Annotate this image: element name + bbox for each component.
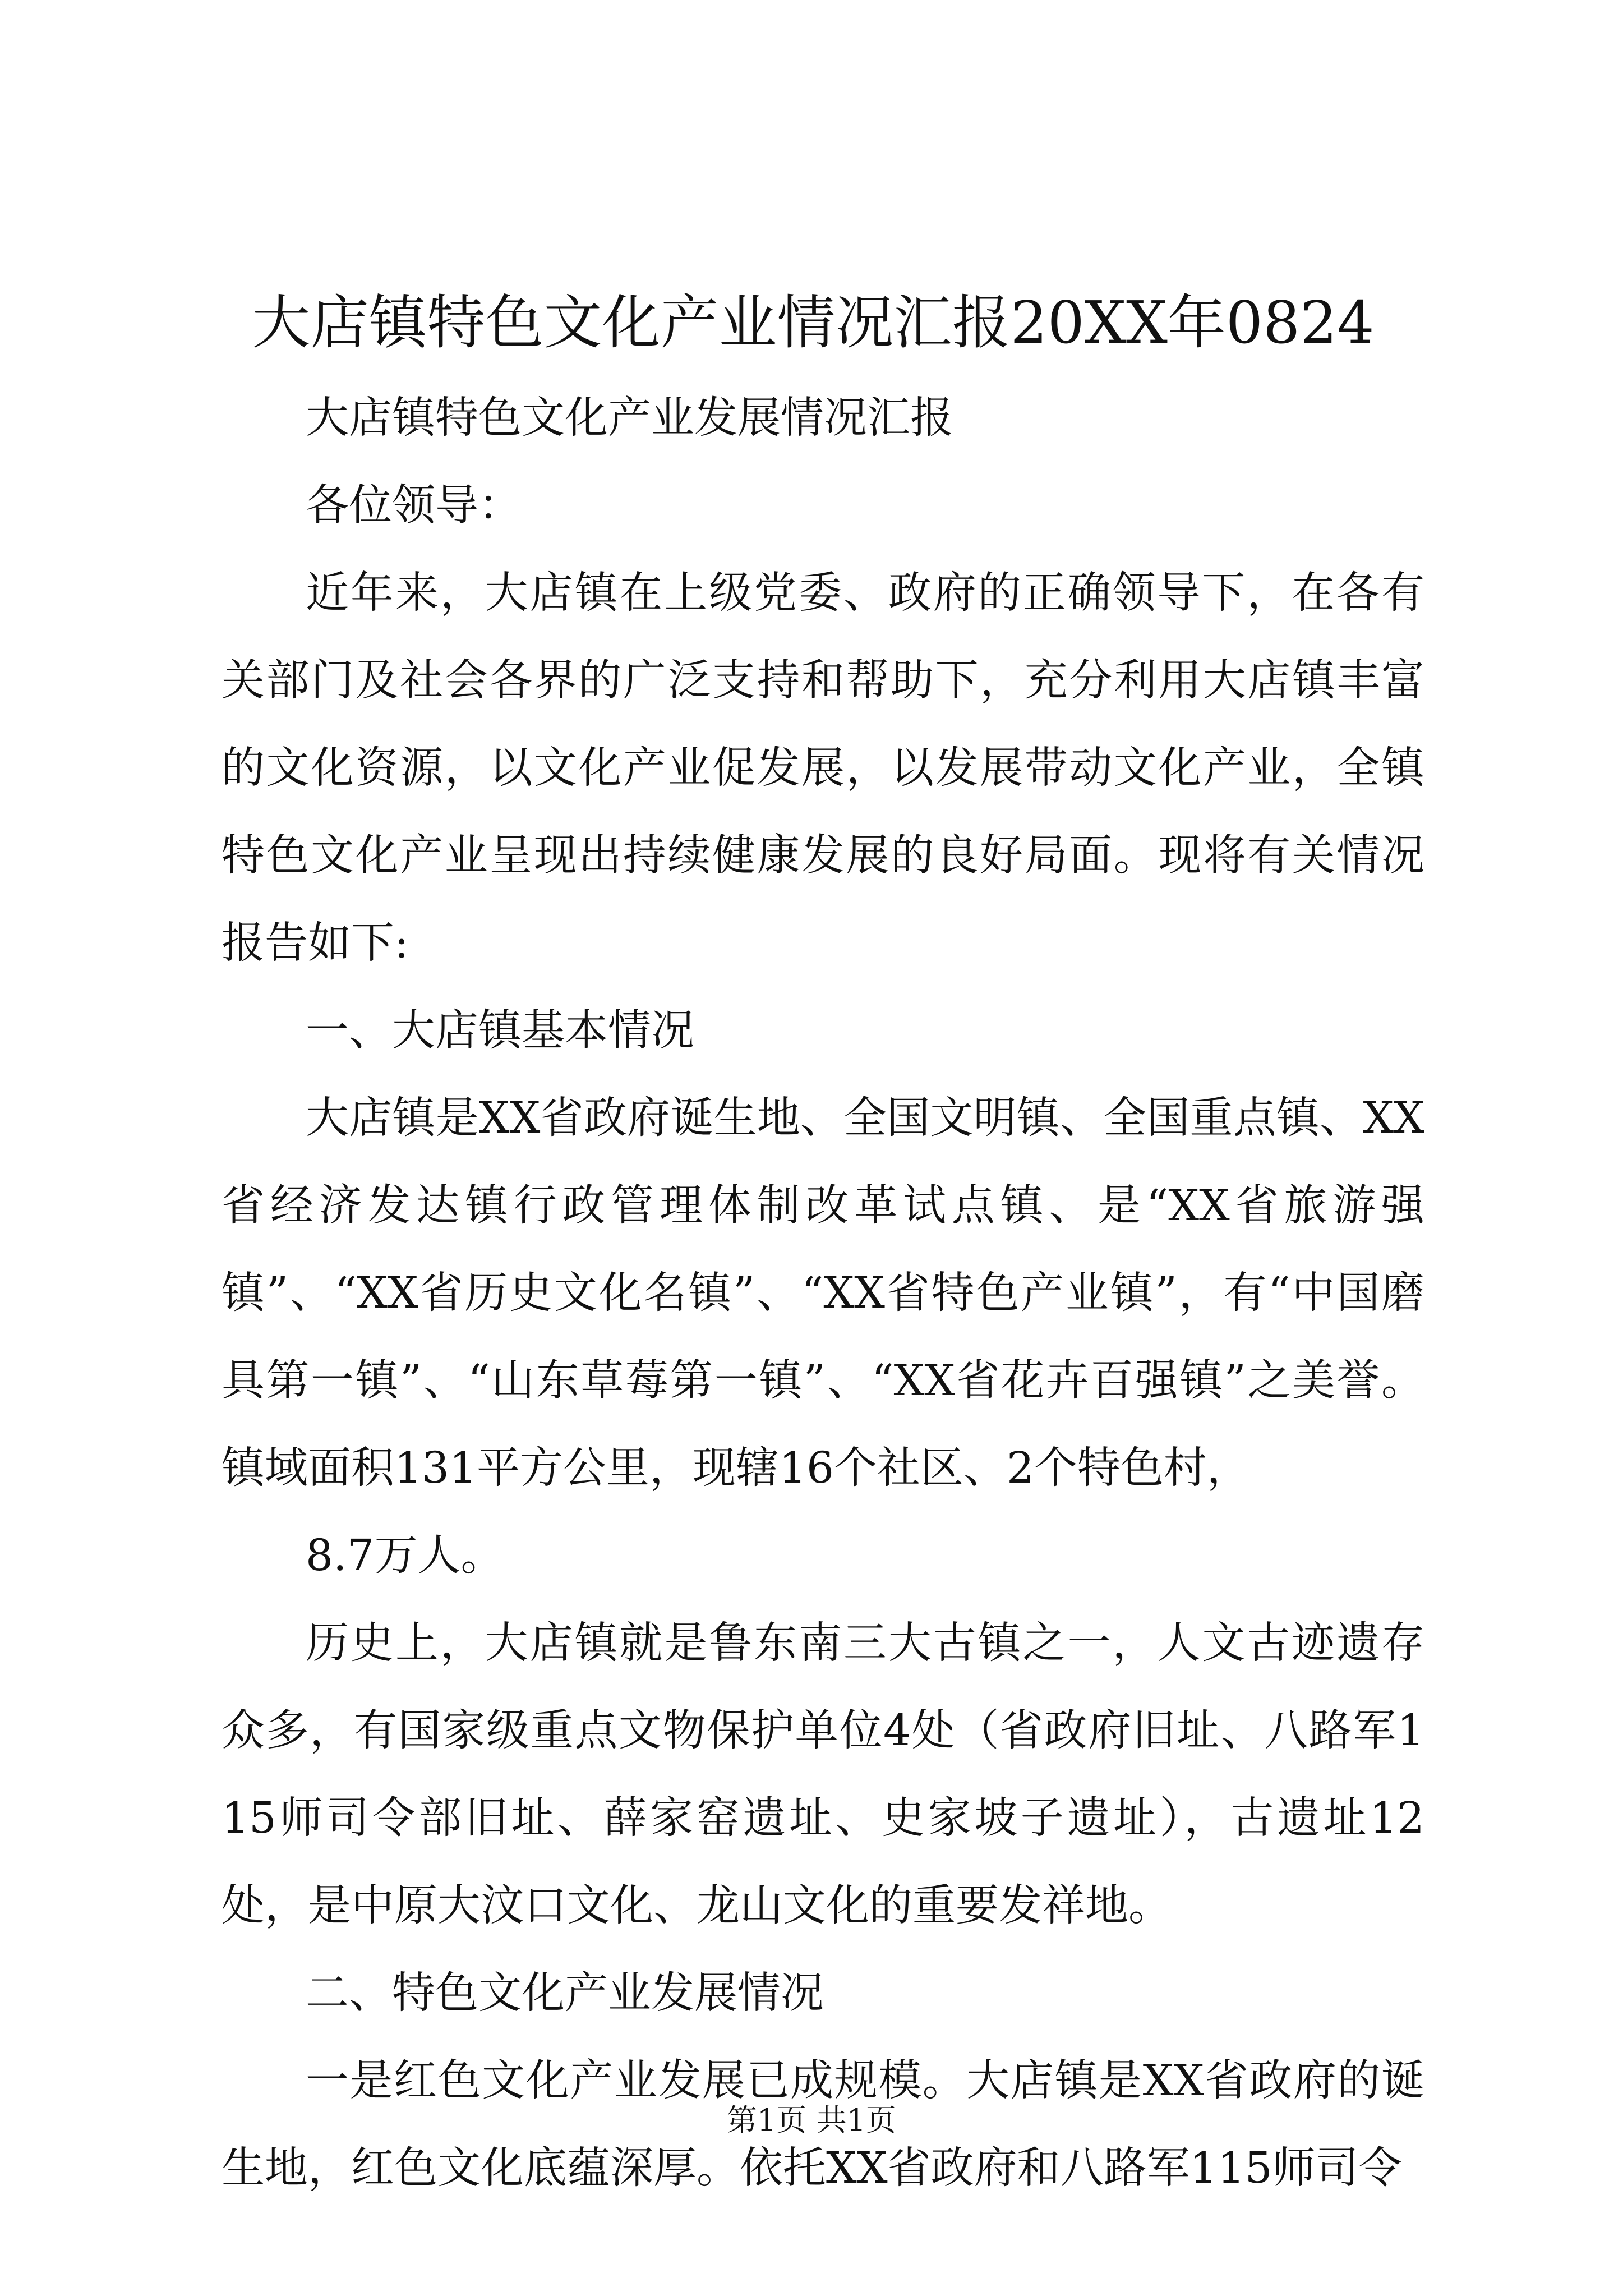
- section-heading-industry-development: 二、特色文化产业发展情况: [306, 1968, 824, 2018]
- paragraph-basic-situation: 大店镇是XX省政府诞生地、全国文明镇、全国重点镇、XX省经济发达镇行政管理体制改革试点镇、是“XX省旅游强镇”、“XX省历史文化名镇”、“XX省特色产业镇”，有“中国磨具第一镇”、“山东草莓第一镇”、“XX省花卉百强镇”之美誉。镇域面积131平方公里，现辖16个社区、2个特色村，: [222, 1093, 1424, 1493]
- page-footer: 第1页 共1页: [727, 2102, 896, 2138]
- document-body: [222, 375, 1424, 2212]
- paragraph-introduction: 近年来，大店镇在上级党委、政府的正确领导下，在各有关部门及社会各界的广泛支持和帮助下，充分利用大店镇丰富的文化资源，以文化产业促发展，以发展带动文化产业，全镇特色文化产业呈现出持续健康发展的良好局面。现将有关情况报告如下:: [222, 568, 1424, 968]
- paragraph-population: 8.7万人。: [306, 1531, 504, 1581]
- paragraph-report-heading: 大店镇特色文化产业发展情况汇报: [306, 393, 953, 443]
- paragraph-salutation: 各位领导：: [306, 481, 522, 531]
- paragraph-history: 历史上，大店镇就是鲁东南三大古镇之一，人文古迹遗存众多，有国家级重点文物保护单位4处（省政府旧址、八路军115师司令部旧址、薛家窑遗址、史家坡子遗址），古遗址12处，是中原大汶口文化、龙山文化的重要发祥地。: [222, 1618, 1424, 1931]
- paragraph-red-culture: 一是红色文化产业发展已成规模。大店镇是XX省政府的诞生地，红色文化底蕴深厚。依托XX省政府和八路军115师司令: [222, 2056, 1424, 2193]
- section-heading-basic-situation: 一、大店镇基本情况: [306, 1006, 694, 1056]
- document-title: 大店镇特色文化产业情况汇报20XX年0824: [252, 288, 1375, 357]
